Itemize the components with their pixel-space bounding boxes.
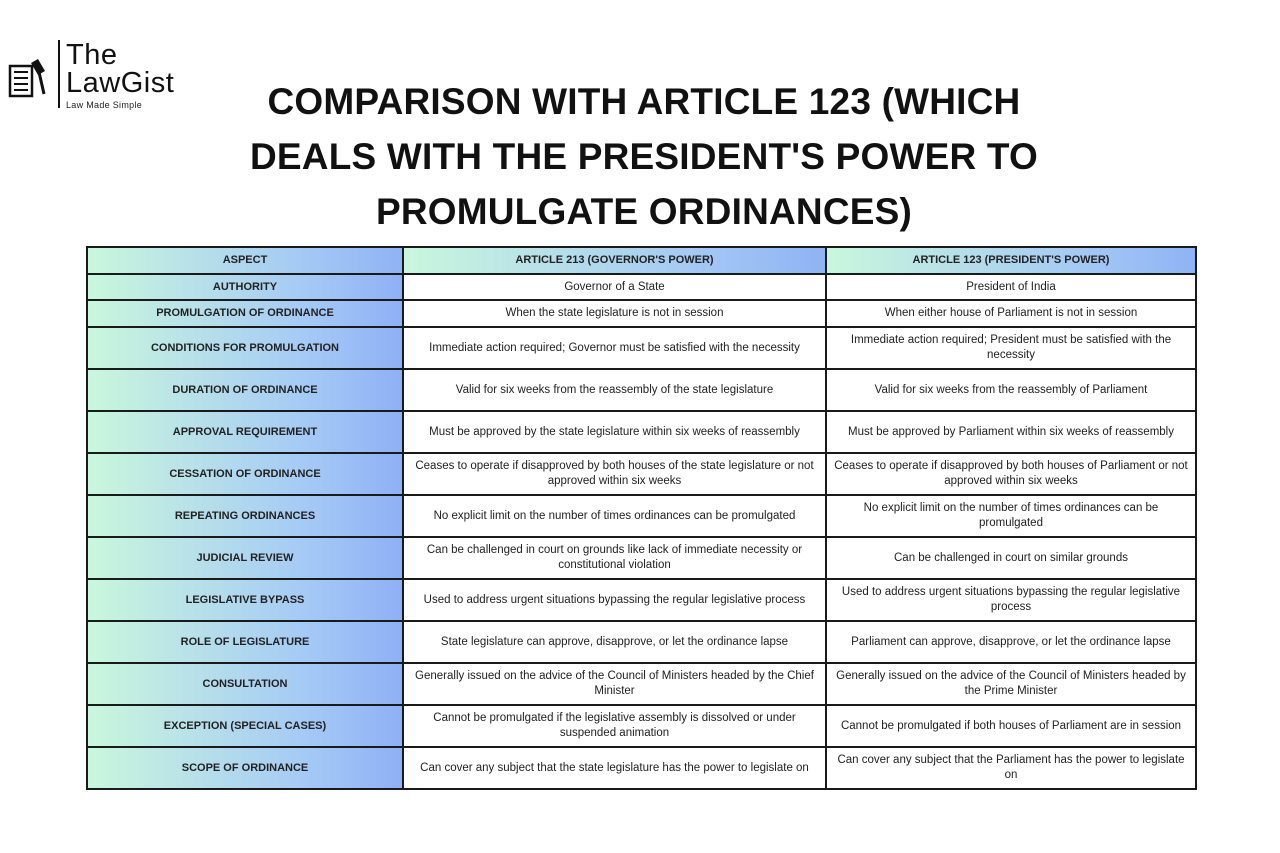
table-row xyxy=(87,537,1196,579)
row-governor-cell: Can be challenged in court on grounds like lack of immediate necessity or constitutional violation xyxy=(403,537,826,579)
table-row xyxy=(87,453,1196,495)
table-row xyxy=(87,327,1196,369)
table-row xyxy=(87,747,1196,789)
row-aspect: LEGISLATIVE BYPASS xyxy=(87,579,403,621)
row-president-cell: Must be approved by Parliament within six weeks of reassembly xyxy=(826,411,1196,453)
logo-text-lawgist: LawGist xyxy=(66,67,175,99)
row-governor-cell: When the state legislature is not in session xyxy=(403,300,826,327)
row-governor-cell: Immediate action required; Governor must be satisfied with the necessity xyxy=(403,327,826,369)
row-governor-cell: Ceases to operate if disapproved by both houses of the state legislature or not approved within six weeks xyxy=(403,453,826,495)
row-aspect: CONSULTATION xyxy=(87,663,403,705)
table-row xyxy=(87,705,1196,747)
table-row xyxy=(87,663,1196,705)
row-governor-cell: Governor of a State xyxy=(403,274,826,300)
logo-text-the: The xyxy=(66,39,118,71)
row-governor-cell: Valid for six weeks from the reassembly of the state legislature xyxy=(403,369,826,411)
row-president-cell: No explicit limit on the number of times ordinances can be promulgated xyxy=(826,495,1196,537)
comparison-table xyxy=(86,246,1197,790)
row-governor-cell: Can cover any subject that the state legislature has the power to legislate on xyxy=(403,747,826,789)
row-aspect: CONDITIONS FOR PROMULGATION xyxy=(87,327,403,369)
table-row xyxy=(87,495,1196,537)
row-governor-cell: Generally issued on the advice of the Council of Ministers headed by the Chief Minister xyxy=(403,663,826,705)
row-aspect: REPEATING ORDINANCES xyxy=(87,495,403,537)
table-row xyxy=(87,579,1196,621)
row-president-cell: Immediate action required; President must be satisfied with the necessity xyxy=(826,327,1196,369)
comparison-table-container xyxy=(86,246,1195,790)
table-row xyxy=(87,300,1196,327)
row-aspect: EXCEPTION (SPECIAL CASES) xyxy=(87,705,403,747)
row-president-cell: Ceases to operate if disapproved by both houses of Parliament or not approved within six weeks xyxy=(826,453,1196,495)
row-aspect: APPROVAL REQUIREMENT xyxy=(87,411,403,453)
header-article-123: ARTICLE 123 (PRESIDENT'S POWER) xyxy=(826,247,1196,274)
table-row xyxy=(87,621,1196,663)
book-gavel-icon xyxy=(8,56,48,100)
logo xyxy=(8,38,198,114)
table-row xyxy=(87,411,1196,453)
row-president-cell: President of India xyxy=(826,274,1196,300)
page-title: COMPARISON WITH ARTICLE 123 (WHICH DEALS WITH THE PRESIDENT'S POWER TO PROMULGATE ORDINANCES) xyxy=(249,81,1039,232)
row-governor-cell: No explicit limit on the number of times ordinances can be promulgated xyxy=(403,495,826,537)
row-president-cell: Generally issued on the advice of the Council of Ministers headed by the Prime Minister xyxy=(826,663,1196,705)
row-aspect: JUDICIAL REVIEW xyxy=(87,537,403,579)
row-aspect: DURATION OF ORDINANCE xyxy=(87,369,403,411)
logo-tagline: Law Made Simple xyxy=(66,100,143,110)
row-aspect: ROLE OF LEGISLATURE xyxy=(87,621,403,663)
row-president-cell: Cannot be promulgated if both houses of Parliament are in session xyxy=(826,705,1196,747)
row-governor-cell: Used to address urgent situations bypassing the regular legislative process xyxy=(403,579,826,621)
header-aspect: ASPECT xyxy=(87,247,403,274)
row-governor-cell: State legislature can approve, disapprove, or let the ordinance lapse xyxy=(403,621,826,663)
logo-divider xyxy=(58,40,60,108)
row-president-cell: When either house of Parliament is not in session xyxy=(826,300,1196,327)
row-president-cell: Parliament can approve, disapprove, or let the ordinance lapse xyxy=(826,621,1196,663)
table-row xyxy=(87,274,1196,300)
row-president-cell: Valid for six weeks from the reassembly of Parliament xyxy=(826,369,1196,411)
row-aspect: SCOPE OF ORDINANCE xyxy=(87,747,403,789)
row-aspect: CESSATION OF ORDINANCE xyxy=(87,453,403,495)
row-governor-cell: Must be approved by the state legislature within six weeks of reassembly xyxy=(403,411,826,453)
row-president-cell: Can cover any subject that the Parliament has the power to legislate on xyxy=(826,747,1196,789)
row-governor-cell: Cannot be promulgated if the legislative assembly is dissolved or under suspended animation xyxy=(403,705,826,747)
table-row xyxy=(87,369,1196,411)
row-aspect: AUTHORITY xyxy=(87,274,403,300)
header-article-213: ARTICLE 213 (GOVERNOR'S POWER) xyxy=(403,247,826,274)
row-aspect: PROMULGATION OF ORDINANCE xyxy=(87,300,403,327)
row-president-cell: Can be challenged in court on similar grounds xyxy=(826,537,1196,579)
row-president-cell: Used to address urgent situations bypassing the regular legislative process xyxy=(826,579,1196,621)
table-header-row xyxy=(87,247,1196,274)
